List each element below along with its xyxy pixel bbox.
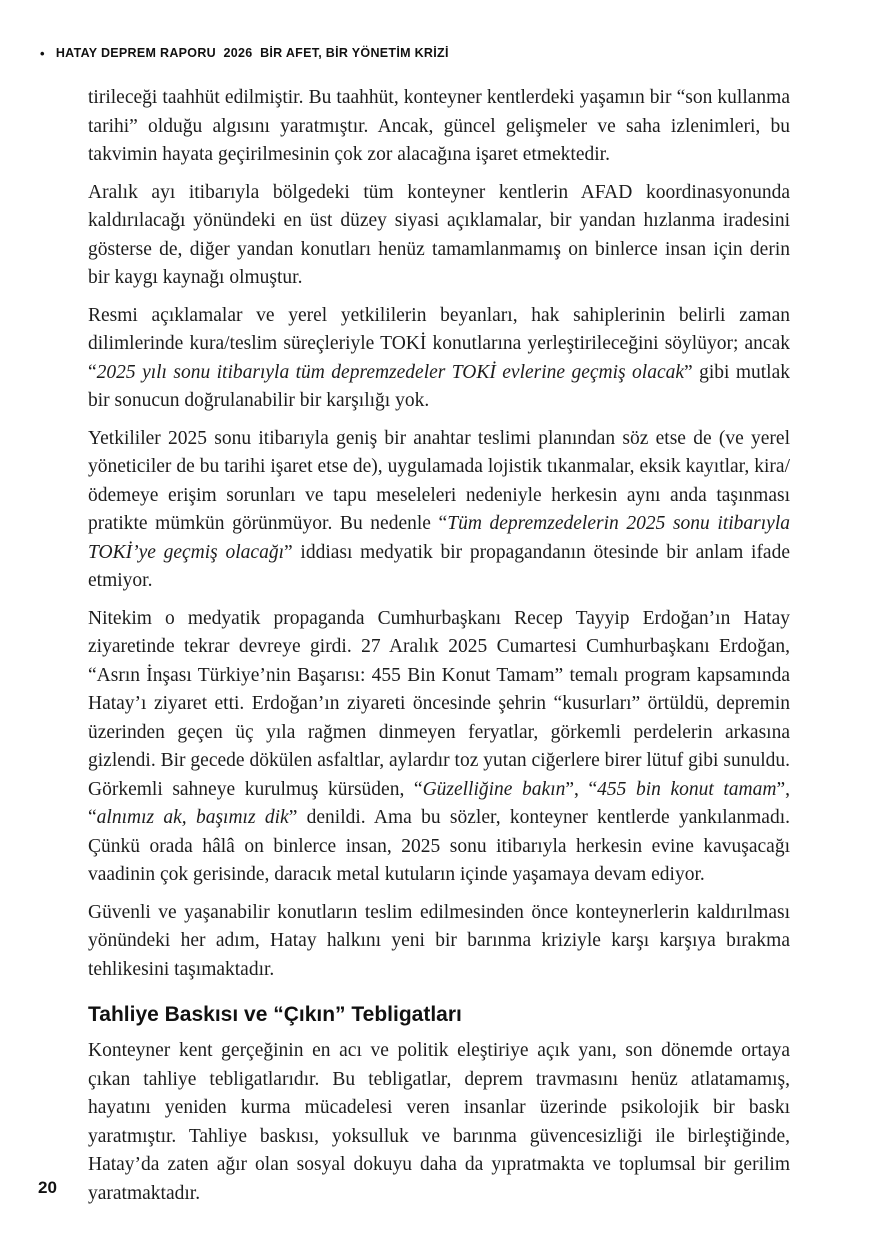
text-run: Güvenli ve yaşanabilir konutların teslim edilmesinden önce konteynerlerin kaldırılması yönündeki her adım, Hatay halkını yeni bir barınma kriziyle karşı karşıya bırakma tehlikesini taşımaktadır.: [88, 901, 790, 980]
text-run: ” denildi. Ama bu sözler, konteyner kentlerde yankılanmadı. Çünkü orada hâlâ on binlerce insan, 2025 sonu itibarıyla herkesin evine kavuşacağı vaadinin çok gerisinde, daracık metal kutuların içinde yaşamaya devam ediyor.: [88, 807, 790, 885]
paragraph: [88, 84, 790, 170]
text-run: ” gibi mutlak bir sonucun doğrulanabilir bir karşılığı yok.: [88, 361, 790, 411]
page-footer: [38, 1178, 57, 1198]
italic-quote: 2025 yılı sonu itibarıyla tüm depremzedeler TOKİ evlerine geçmiş olacak: [96, 361, 685, 383]
text-run: Konteyner kent gerçeğinin en acı ve politik eleştiriye açık yanı, son dönemde ortaya çıkan tahliye tebligatlarıdır. Bu tebligatlar, deprem travmasını henüz atlatamamış, hayatını yeniden kurma mücadelesi veren insanlar üzerinde psikolojik bir baskı yaratmıştır. Tahliye baskısı, yoksulluk ve barınma güvencesizliği ile birleştiğinde, Hatay’da zaten ağır olan sosyal dokuyu daha da yıpratmakta ve toplumsal bir gerilim yaratmaktadır.: [88, 1040, 790, 1204]
document-body: [88, 84, 790, 1217]
paragraph: [88, 605, 790, 890]
text-run: ” iddiası medyatik bir propagandanın ötesinde bir anlam ifade etmiyor.: [88, 541, 790, 591]
running-header: [40, 46, 449, 60]
paragraph: [88, 425, 790, 596]
paragraph: [88, 1037, 790, 1208]
page-number: 20: [38, 1178, 57, 1197]
section-heading: Tahliye Baskısı ve “Çıkın” Tebligatları: [88, 1003, 462, 1026]
header-title: HATAY DEPREM RAPORU 2026 BİR AFET, BİR YÖNETİM KRİZİ: [55, 46, 449, 60]
text-run: Nitekim o medyatik propaganda Cumhurbaşkanı Recep Tayyip Erdoğan’ın Hatay ziyaretinde tekrar devreye girdi. 27 Aralık 2025 Cumartesi Cumhurbaşkanı Erdoğan, “Asrın İnşası Türkiye’nin Başarısı: 455 Bin Konut Tamam” temalı program kapsamında Hatay’ı ziyaret etti. Erdoğan’ın ziyareti öncesinde şehrin “kusurları” örtüldü, depremin üzerinden geçen üç yıla rağmen dinmeyen feryatlar, görkemli perdelerin arkasına gizlendi. Bir gecede dökülen asfaltlar, aylardır toz yutan ciğerlere birer lütuf gibi sunuldu. Görkemli sahneye kurulmuş kürsüden, “: [88, 607, 790, 800]
paragraph: [88, 899, 790, 985]
paragraph: [88, 302, 790, 416]
italic-quote: 455 bin konut tamam: [597, 778, 777, 800]
italic-quote: Tüm depremzedelerin 2025 sonu itibarıyla TOKİ’ye geçmiş olacağı: [88, 513, 791, 563]
text-run: Resmi açıklamalar ve yerel yetkililerin beyanları, hak sahiplerinin belirli zaman dilimlerinde kura/teslim süreçleriyle TOKİ konutlarına yerleştirileceğini söylüyor; ancak “: [88, 304, 790, 383]
text-run: Yetkililer 2025 sonu itibarıyla geniş bir anahtar teslimi planından söz etse de (ve yerel yöneticiler de bu tarihi işaret etse de), uygulamada lojistik tıkanmalar, eksik kayıtlar, kira/ödemeye erişim sorunları ve tapu meseleleri nedeniyle herkesin aynı anda taşınması pratikte mümkün görünmüyor. Bu nedenle “: [88, 427, 790, 534]
text-run: ”, “: [88, 778, 791, 828]
italic-quote: Güzelliğine bakın: [422, 778, 566, 800]
text-run: tirileceği taahhüt edilmiştir. Bu taahhüt, konteyner kentlerdeki yaşamın bir “son kullanma tarihi” olduğu algısını yaratmıştır. Ancak, güncel gelişmeler ve saha izlenimleri, bu takvimin hayata geçirilmesinin çok zor alacağına işaret etmektedir.: [88, 87, 790, 165]
text-run: ”, “: [565, 778, 598, 800]
header-bullet-icon: •: [40, 45, 45, 61]
paragraph: [88, 179, 790, 293]
text-run: Aralık ayı itibarıyla bölgedeki tüm konteyner kentlerin AFAD koordinasyonunda kaldırılacağı yönündeki en üst düzey siyasi açıklamalar, bir yandan hızlanma iradesini gösterse de, diğer yandan konutları henüz tamamlanmamış on binlerce insan için derin bir kaygı kaynağı olmuştur.: [88, 181, 790, 288]
italic-quote: alnımız ak, başımız dik: [96, 807, 289, 828]
